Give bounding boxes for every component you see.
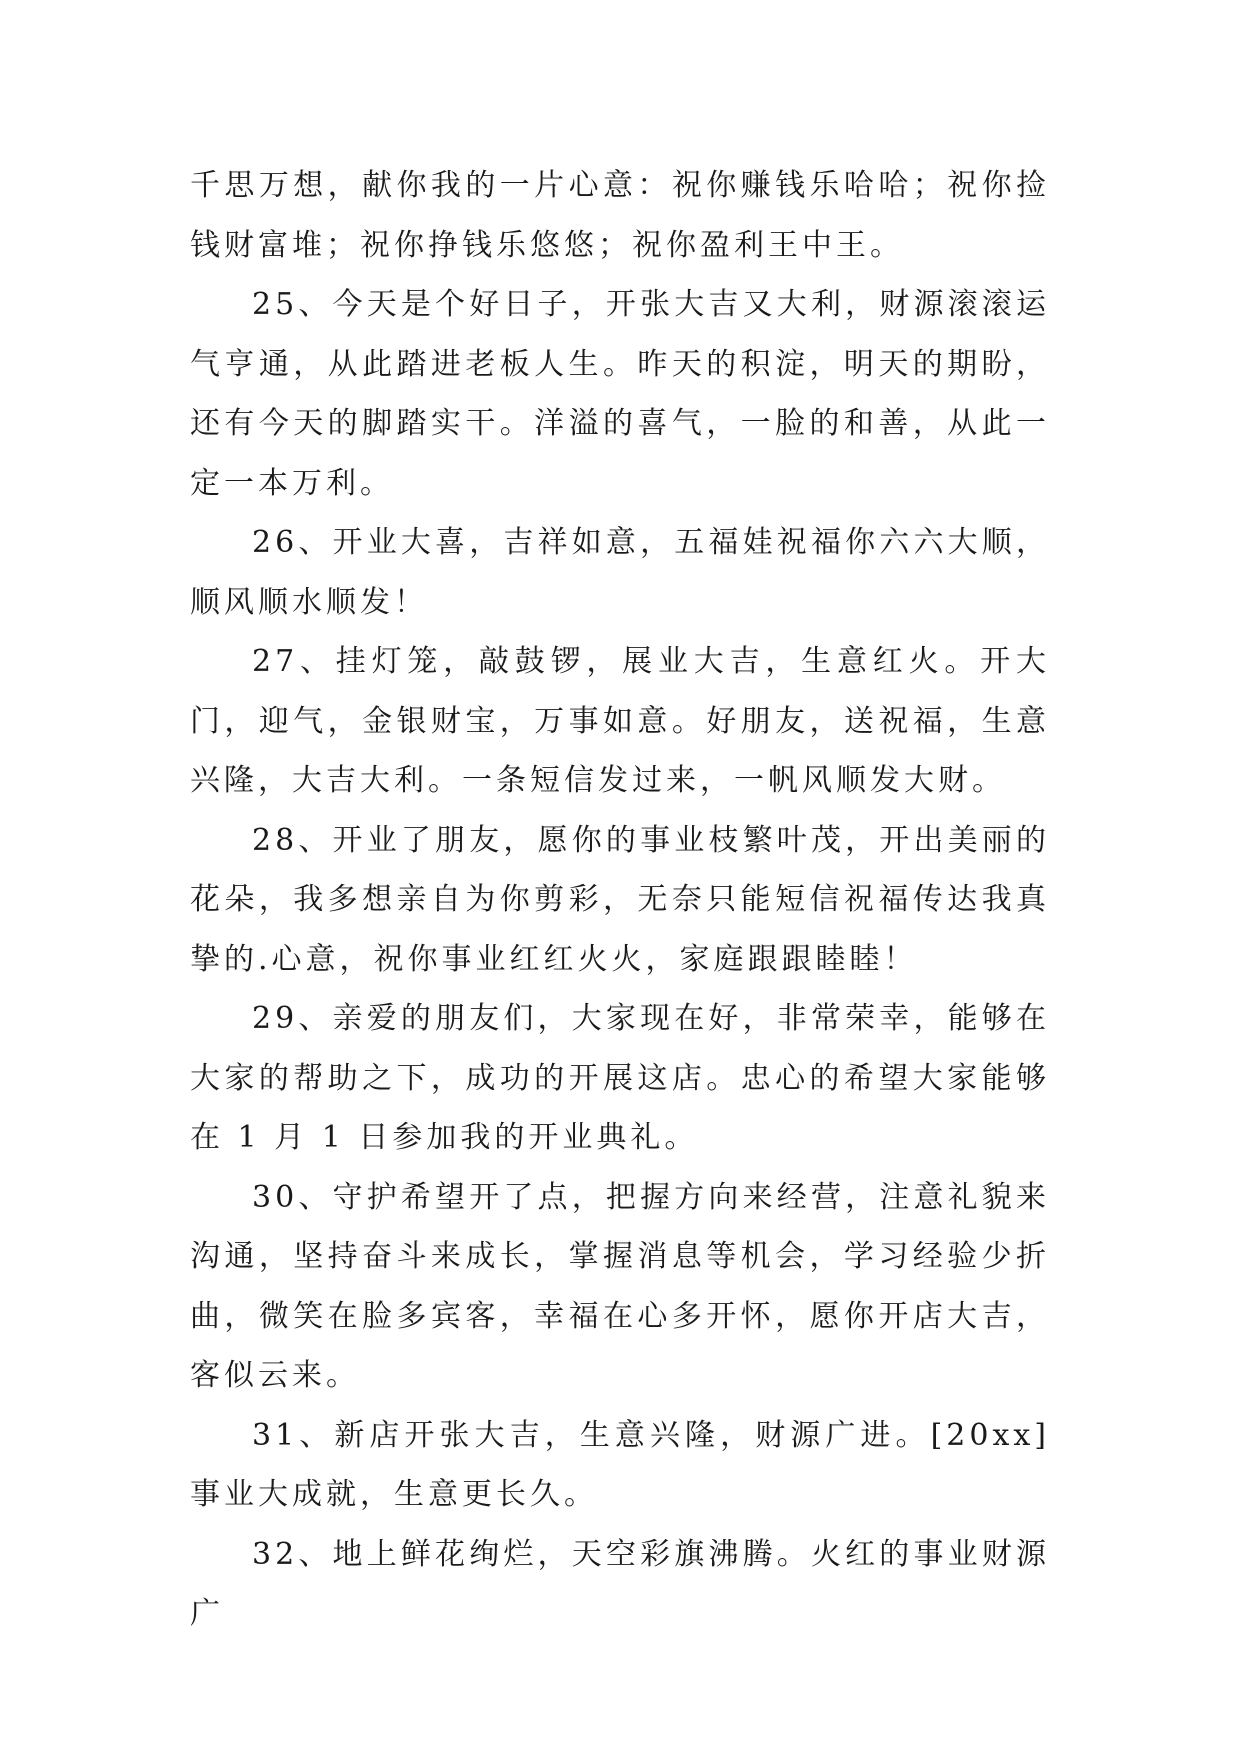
document-body [190,156,1050,1644]
paragraph: 31、新店开张大吉，生意兴隆，财源广进。[20xx]事业大成就，生意更长久。 [190,1417,1050,1512]
paragraph: 30、守护希望开了点，把握方向来经营，注意礼貌来沟通，坚持奋斗来成长，掌握消息等机会，学习经验少折曲，微笑在脸多宾客，幸福在心多开怀，愿你开店大吉，客似云来。 [190,1179,1050,1393]
paragraph: 25、今天是个好日子，开张大吉又大利，财源滚滚运气亨通，从此踏进老板人生。昨天的积淀，明天的期盼，还有今天的脚踏实干。洋溢的喜气，一脸的和善，从此一定一本万利。 [190,287,1050,501]
paragraph: 27、挂灯笼，敲鼓锣，展业大吉，生意红火。开大门，迎气，金银财宝，万事如意。好朋友，送祝福，生意兴隆，大吉大利。一条短信发过来，一帆风顺发大财。 [190,644,1050,798]
paragraph: 千思万想，献你我的一片心意：祝你赚钱乐哈哈；祝你捡钱财富堆；祝你挣钱乐悠悠；祝你盈利王中王。 [190,168,1050,263]
paragraph: 26、开业大喜，吉祥如意，五福娃祝福你六六大顺，顺风顺水顺发！ [190,525,1050,620]
paragraph: 28、开业了朋友，愿你的事业枝繁叶茂，开出美丽的花朵，我多想亲自为你剪彩，无奈只能短信祝福传达我真挚的.心意，祝你事业红红火火，家庭跟跟睦睦！ [190,822,1050,977]
paragraph: 29、亲爱的朋友们，大家现在好，非常荣幸，能够在大家的帮助之下，成功的开展这店。忠心的希望大家能够在 1 月 1 日参加我的开业典礼。 [190,1001,1050,1155]
paragraph: 32、地上鲜花绚烂，天空彩旗沸腾。火红的事业财源广 [190,1536,1050,1631]
